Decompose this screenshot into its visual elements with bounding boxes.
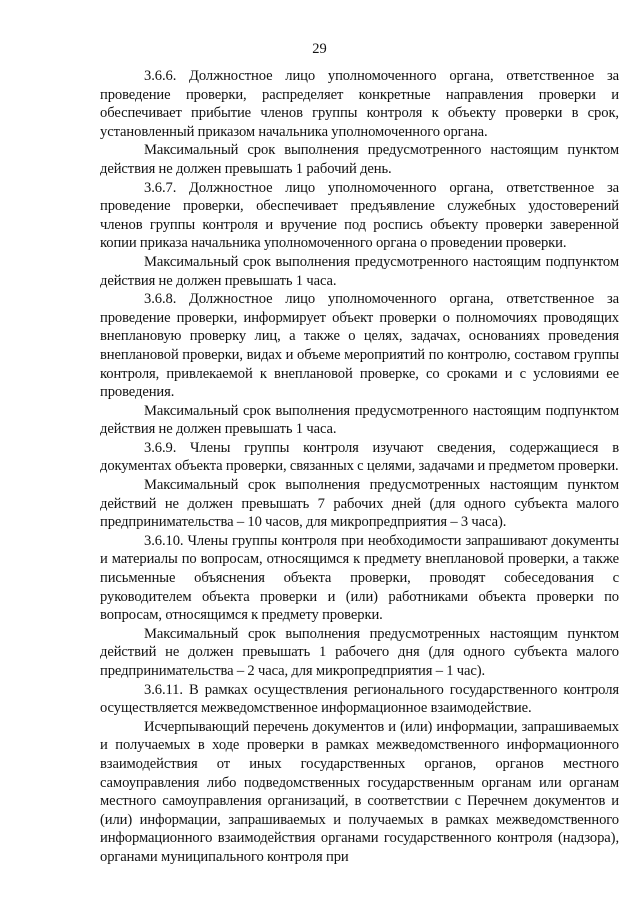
paragraph-3-6-6-deadline: Максимальный срок выполнения предусмотренного настоящим пунктом действия не должен превышать 1 рабочий день. — [100, 142, 619, 177]
paragraph-3-6-10: 3.6.10. Члены группы контроля при необходимости запрашивают документы и материалы по вопросам, относящимся к предмету внеплановой проверки, а также письменные объяснения объекта проверки, проводят собеседования с руководителем объекта проверки и (или) работниками объекта проверки по вопросам, относящимся к предмету проверки. — [100, 532, 619, 624]
document-body — [100, 67, 619, 867]
paragraph-3-6-8: 3.6.8. Должностное лицо уполномоченного органа, ответственное за проведение проверки, информирует объект проверки о полномочиях проводящих внеплановую проверку лиц, а также о целях, задачах, основаниях проведения внеплановой проверки, видах и объеме мероприятий по контролю, составом группы контроля, привлекаемой к внеплановой проверке, со сроками и с условиями ее проведения. — [100, 291, 619, 401]
paragraph-3-6-9-deadline: Максимальный срок выполнения предусмотренных настоящим пунктом действий не должен превышать 7 рабочих дней (для одного субъекта малого предпринимательства – 10 часов, для микропредприятия – 3 часа). — [100, 477, 619, 531]
paragraph-3-6-7-deadline: Максимальный срок выполнения предусмотренного настоящим подпунктом действия не должен превышать 1 часа. — [100, 253, 619, 289]
page-number: 29 — [312, 41, 327, 57]
paragraph-3-6-11: 3.6.11. В рамках осуществления регионального государственного контроля осуществляется межведомственное информационное взаимодействие. — [100, 681, 619, 717]
paragraph-3-6-9: 3.6.9. Члены группы контроля изучают сведения, содержащиеся в документах объекта проверки, связанных с целями, задачами и предметом проверки. — [100, 439, 619, 475]
paragraph-3-6-10-deadline: Максимальный срок выполнения предусмотренных настоящим пунктом действий не должен превышать 1 рабочего дня (для одного субъекта малого предпринимательства – 2 часа, для микропредприятия – 1 час). — [100, 625, 619, 679]
paragraph-3-6-7: 3.6.7. Должностное лицо уполномоченного органа, ответственное за проведение проверки, обеспечивает предъявление служебных удостоверений членов группы контроля и вручение под роспись объекту проверки заверенной копии приказа начальника уполномоченного органа о проведении проверки. — [100, 179, 619, 252]
paragraph-document-list: Исчерпывающий перечень документов и (или) информации, запрашиваемых и получаемых в ходе проверки в рамках межведомственного информационного взаимодействия от иных государственных органов, органов местного самоуправления либо подведомственных государственным органам или органам местного самоуправления организаций, в соответствии с Перечнем документов и (или) информации, запрашиваемых и получаемых в рамках межведомственного информационного взаимодействия органами государственного контроля (надзора), органами муниципального контроля при — [100, 718, 619, 865]
paragraph-3-6-6: 3.6.6. Должностное лицо уполномоченного органа, ответственное за проведение проверки, распределяет конкретные направления проверки и обеспечивает прибытие членов группы контроля к объекту проверки в срок, установленный приказом начальника уполномоченного органа. — [100, 68, 619, 140]
paragraph-3-6-8-deadline: Максимальный срок выполнения предусмотренного настоящим подпунктом действия не должен превышать 1 часа. — [100, 402, 619, 438]
